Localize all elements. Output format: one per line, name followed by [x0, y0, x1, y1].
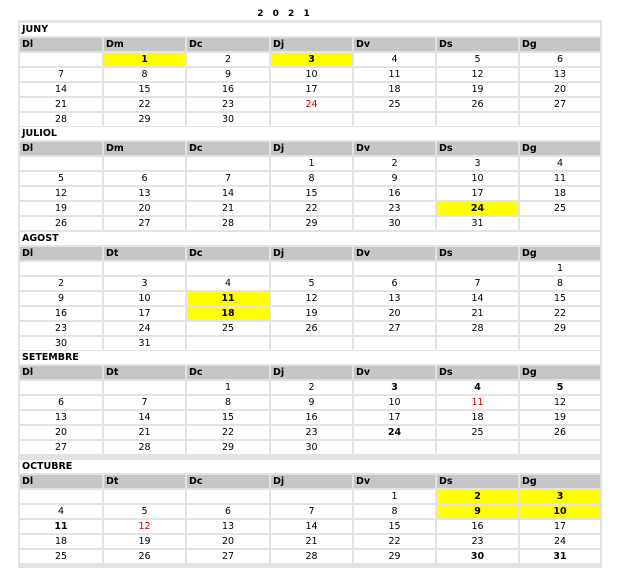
day-cell: 12 — [437, 68, 518, 81]
day-cell: 4 — [520, 157, 600, 170]
day-cell: 18 — [354, 83, 435, 96]
empty-day-cell — [437, 337, 518, 350]
day-cell: 15 — [104, 83, 185, 96]
day-cell: 23 — [20, 322, 102, 335]
empty-day-cell — [520, 337, 600, 350]
day-cell: 25 — [520, 202, 600, 215]
day-cell: 5 — [271, 277, 352, 290]
day-cell: 10 — [354, 396, 435, 409]
day-cell: 19 — [271, 307, 352, 320]
day-cell: 17 — [520, 520, 600, 533]
empty-day-cell — [271, 490, 352, 503]
day-cell: 30 — [20, 337, 102, 350]
day-cell: 6 — [187, 505, 269, 518]
weekday-header-cell: Dc — [187, 142, 269, 155]
day-cell: 21 — [271, 535, 352, 548]
month-title: SETEMBRE — [20, 351, 600, 364]
empty-day-cell — [271, 337, 352, 350]
weekday-header-cell: Dv — [354, 247, 435, 260]
empty-day-cell — [104, 262, 185, 275]
day-cell: 18 — [187, 307, 269, 320]
day-cell: 8 — [271, 172, 352, 185]
weekday-header-cell: Dj — [271, 247, 352, 260]
day-cell: 9 — [437, 505, 518, 518]
day-cell: 22 — [271, 202, 352, 215]
empty-day-cell — [20, 53, 102, 66]
day-cell: 11 — [437, 396, 518, 409]
day-cell: 13 — [520, 68, 600, 81]
year-title: 2 0 2 1 — [257, 9, 313, 19]
weekday-header-cell: Dg — [520, 38, 600, 51]
weekday-header-cell: Dl — [20, 38, 102, 51]
weekday-header-cell: Dl — [20, 142, 102, 155]
weekday-header-cell: Dt — [104, 475, 185, 488]
day-cell: 16 — [271, 411, 352, 424]
day-cell: 16 — [187, 83, 269, 96]
day-cell: 5 — [520, 381, 600, 394]
day-cell: 14 — [437, 292, 518, 305]
day-cell: 21 — [20, 98, 102, 111]
day-cell: 15 — [520, 292, 600, 305]
day-cell: 5 — [20, 172, 102, 185]
day-cell: 13 — [20, 411, 102, 424]
empty-day-cell — [187, 490, 269, 503]
weekday-header-cell: Dt — [104, 247, 185, 260]
day-cell: 2 — [187, 53, 269, 66]
day-cell: 11 — [20, 520, 102, 533]
day-cell: 30 — [437, 550, 518, 563]
day-cell: 13 — [104, 187, 185, 200]
day-cell: 29 — [271, 217, 352, 230]
day-cell: 5 — [437, 53, 518, 66]
day-cell: 23 — [271, 426, 352, 439]
day-cell: 14 — [20, 83, 102, 96]
day-cell: 29 — [104, 113, 185, 126]
day-cell: 20 — [104, 202, 185, 215]
day-cell: 2 — [271, 381, 352, 394]
day-cell: 9 — [20, 292, 102, 305]
weekday-header-cell: Dt — [104, 366, 185, 379]
weekday-header-cell: Dl — [20, 366, 102, 379]
day-cell: 2 — [437, 490, 518, 503]
empty-day-cell — [271, 113, 352, 126]
empty-day-cell — [187, 337, 269, 350]
weekday-header-cell: Dg — [520, 247, 600, 260]
day-cell: 1 — [187, 381, 269, 394]
day-cell: 6 — [20, 396, 102, 409]
day-cell: 20 — [354, 307, 435, 320]
empty-day-cell — [20, 381, 102, 394]
day-cell: 28 — [271, 550, 352, 563]
day-cell: 21 — [104, 426, 185, 439]
empty-day-cell — [187, 262, 269, 275]
empty-day-cell — [104, 490, 185, 503]
empty-day-cell — [20, 157, 102, 170]
weekday-header-cell: Dc — [187, 247, 269, 260]
month-title: AGOST — [20, 232, 600, 245]
empty-day-cell — [520, 441, 600, 454]
day-cell: 10 — [271, 68, 352, 81]
weekday-header-cell: Dg — [520, 366, 600, 379]
day-cell: 27 — [520, 98, 600, 111]
empty-day-cell — [354, 262, 435, 275]
empty-day-cell — [437, 113, 518, 126]
day-cell: 24 — [104, 322, 185, 335]
day-cell: 27 — [187, 550, 269, 563]
day-cell: 24 — [271, 98, 352, 111]
day-cell: 8 — [104, 68, 185, 81]
day-cell: 19 — [20, 202, 102, 215]
day-cell: 14 — [271, 520, 352, 533]
day-cell: 28 — [437, 322, 518, 335]
day-cell: 25 — [187, 322, 269, 335]
weekday-header-cell: Ds — [437, 475, 518, 488]
weekday-header-cell: Dj — [271, 142, 352, 155]
weekday-header-cell: Dc — [187, 38, 269, 51]
day-cell: 26 — [104, 550, 185, 563]
empty-day-cell — [271, 262, 352, 275]
day-cell: 19 — [104, 535, 185, 548]
month-title: JUNY — [20, 23, 600, 36]
day-cell: 8 — [354, 505, 435, 518]
empty-day-cell — [20, 490, 102, 503]
day-cell: 23 — [437, 535, 518, 548]
empty-day-cell — [354, 337, 435, 350]
weekday-header-cell: Dv — [354, 38, 435, 51]
day-cell: 30 — [187, 113, 269, 126]
day-cell: 23 — [187, 98, 269, 111]
empty-day-cell — [520, 217, 600, 230]
weekday-header-cell: Dl — [20, 247, 102, 260]
day-cell: 7 — [437, 277, 518, 290]
day-cell: 2 — [354, 157, 435, 170]
day-cell: 15 — [354, 520, 435, 533]
day-cell: 18 — [20, 535, 102, 548]
day-cell: 24 — [520, 535, 600, 548]
day-cell: 27 — [104, 217, 185, 230]
day-cell: 16 — [354, 187, 435, 200]
day-cell: 22 — [354, 535, 435, 548]
day-cell: 31 — [437, 217, 518, 230]
day-cell: 25 — [437, 426, 518, 439]
day-cell: 14 — [104, 411, 185, 424]
day-cell: 11 — [187, 292, 269, 305]
day-cell: 21 — [187, 202, 269, 215]
day-cell: 9 — [271, 396, 352, 409]
day-cell: 13 — [354, 292, 435, 305]
day-cell: 23 — [354, 202, 435, 215]
day-cell: 29 — [520, 322, 600, 335]
day-cell: 28 — [187, 217, 269, 230]
weekday-header-cell: Dg — [520, 475, 600, 488]
day-cell: 29 — [354, 550, 435, 563]
day-cell: 22 — [187, 426, 269, 439]
day-cell: 6 — [354, 277, 435, 290]
day-cell: 12 — [271, 292, 352, 305]
day-cell: 24 — [354, 426, 435, 439]
weekday-header-cell: Ds — [437, 142, 518, 155]
weekday-header-cell: Dm — [104, 38, 185, 51]
day-cell: 18 — [437, 411, 518, 424]
day-cell: 4 — [187, 277, 269, 290]
day-cell: 21 — [437, 307, 518, 320]
empty-day-cell — [437, 441, 518, 454]
day-cell: 31 — [520, 550, 600, 563]
weekday-header-cell: Ds — [437, 366, 518, 379]
day-cell: 4 — [354, 53, 435, 66]
month-title: JULIOL — [20, 127, 600, 140]
day-cell: 31 — [104, 337, 185, 350]
weekday-header-cell: Dj — [271, 475, 352, 488]
day-cell: 7 — [104, 396, 185, 409]
day-cell: 10 — [437, 172, 518, 185]
day-cell: 9 — [187, 68, 269, 81]
day-cell: 18 — [520, 187, 600, 200]
day-cell: 29 — [187, 441, 269, 454]
day-cell: 9 — [354, 172, 435, 185]
day-cell: 1 — [520, 262, 600, 275]
day-cell: 8 — [187, 396, 269, 409]
day-cell: 19 — [437, 83, 518, 96]
empty-day-cell — [20, 262, 102, 275]
day-cell: 24 — [437, 202, 518, 215]
day-cell: 30 — [354, 217, 435, 230]
day-cell: 30 — [271, 441, 352, 454]
weekday-header-cell: Dg — [520, 142, 600, 155]
day-cell: 17 — [271, 83, 352, 96]
day-cell: 3 — [354, 381, 435, 394]
day-cell: 7 — [187, 172, 269, 185]
day-cell: 13 — [187, 520, 269, 533]
day-cell: 25 — [354, 98, 435, 111]
weekday-header-cell: Dv — [354, 366, 435, 379]
weekday-header-cell: Ds — [437, 38, 518, 51]
day-cell: 12 — [104, 520, 185, 533]
day-cell: 3 — [437, 157, 518, 170]
day-cell: 8 — [520, 277, 600, 290]
day-cell: 20 — [20, 426, 102, 439]
day-cell: 3 — [271, 53, 352, 66]
day-cell: 28 — [20, 113, 102, 126]
day-cell: 26 — [20, 217, 102, 230]
day-cell: 19 — [520, 411, 600, 424]
day-cell: 6 — [520, 53, 600, 66]
day-cell: 6 — [104, 172, 185, 185]
day-cell: 20 — [520, 83, 600, 96]
day-cell: 5 — [104, 505, 185, 518]
day-cell: 10 — [520, 505, 600, 518]
day-cell: 7 — [20, 68, 102, 81]
day-cell: 26 — [271, 322, 352, 335]
weekday-header-cell: Dc — [187, 475, 269, 488]
day-cell: 25 — [20, 550, 102, 563]
month-title: OCTUBRE — [20, 460, 600, 473]
empty-day-cell — [354, 441, 435, 454]
weekday-header-cell: Dv — [354, 475, 435, 488]
day-cell: 11 — [520, 172, 600, 185]
day-cell: 22 — [104, 98, 185, 111]
day-cell: 14 — [187, 187, 269, 200]
weekday-header-cell: Dl — [20, 475, 102, 488]
day-cell: 17 — [104, 307, 185, 320]
calendar-table — [18, 20, 602, 568]
day-cell: 11 — [354, 68, 435, 81]
empty-day-cell — [354, 113, 435, 126]
day-cell: 22 — [520, 307, 600, 320]
day-cell: 4 — [437, 381, 518, 394]
day-cell: 27 — [20, 441, 102, 454]
day-cell: 12 — [520, 396, 600, 409]
day-cell: 7 — [271, 505, 352, 518]
weekday-header-cell: Dj — [271, 38, 352, 51]
day-cell: 17 — [354, 411, 435, 424]
day-cell: 4 — [20, 505, 102, 518]
weekday-header-cell: Dc — [187, 366, 269, 379]
weekday-header-cell: Dj — [271, 366, 352, 379]
day-cell: 27 — [354, 322, 435, 335]
empty-day-cell — [104, 381, 185, 394]
empty-day-cell — [520, 113, 600, 126]
day-cell: 16 — [437, 520, 518, 533]
day-cell: 3 — [104, 277, 185, 290]
day-cell: 15 — [187, 411, 269, 424]
empty-day-cell — [187, 157, 269, 170]
day-cell: 17 — [437, 187, 518, 200]
day-cell: 1 — [271, 157, 352, 170]
day-cell: 20 — [187, 535, 269, 548]
day-cell: 16 — [20, 307, 102, 320]
day-cell: 12 — [20, 187, 102, 200]
day-cell: 26 — [520, 426, 600, 439]
weekday-header-cell: Ds — [437, 247, 518, 260]
empty-day-cell — [437, 262, 518, 275]
day-cell: 15 — [271, 187, 352, 200]
day-cell: 26 — [437, 98, 518, 111]
day-cell: 28 — [104, 441, 185, 454]
day-cell: 1 — [104, 53, 185, 66]
empty-day-cell — [104, 157, 185, 170]
day-cell: 10 — [104, 292, 185, 305]
day-cell: 3 — [520, 490, 600, 503]
day-cell: 1 — [354, 490, 435, 503]
weekday-header-cell: Dm — [104, 142, 185, 155]
weekday-header-cell: Dv — [354, 142, 435, 155]
day-cell: 2 — [20, 277, 102, 290]
